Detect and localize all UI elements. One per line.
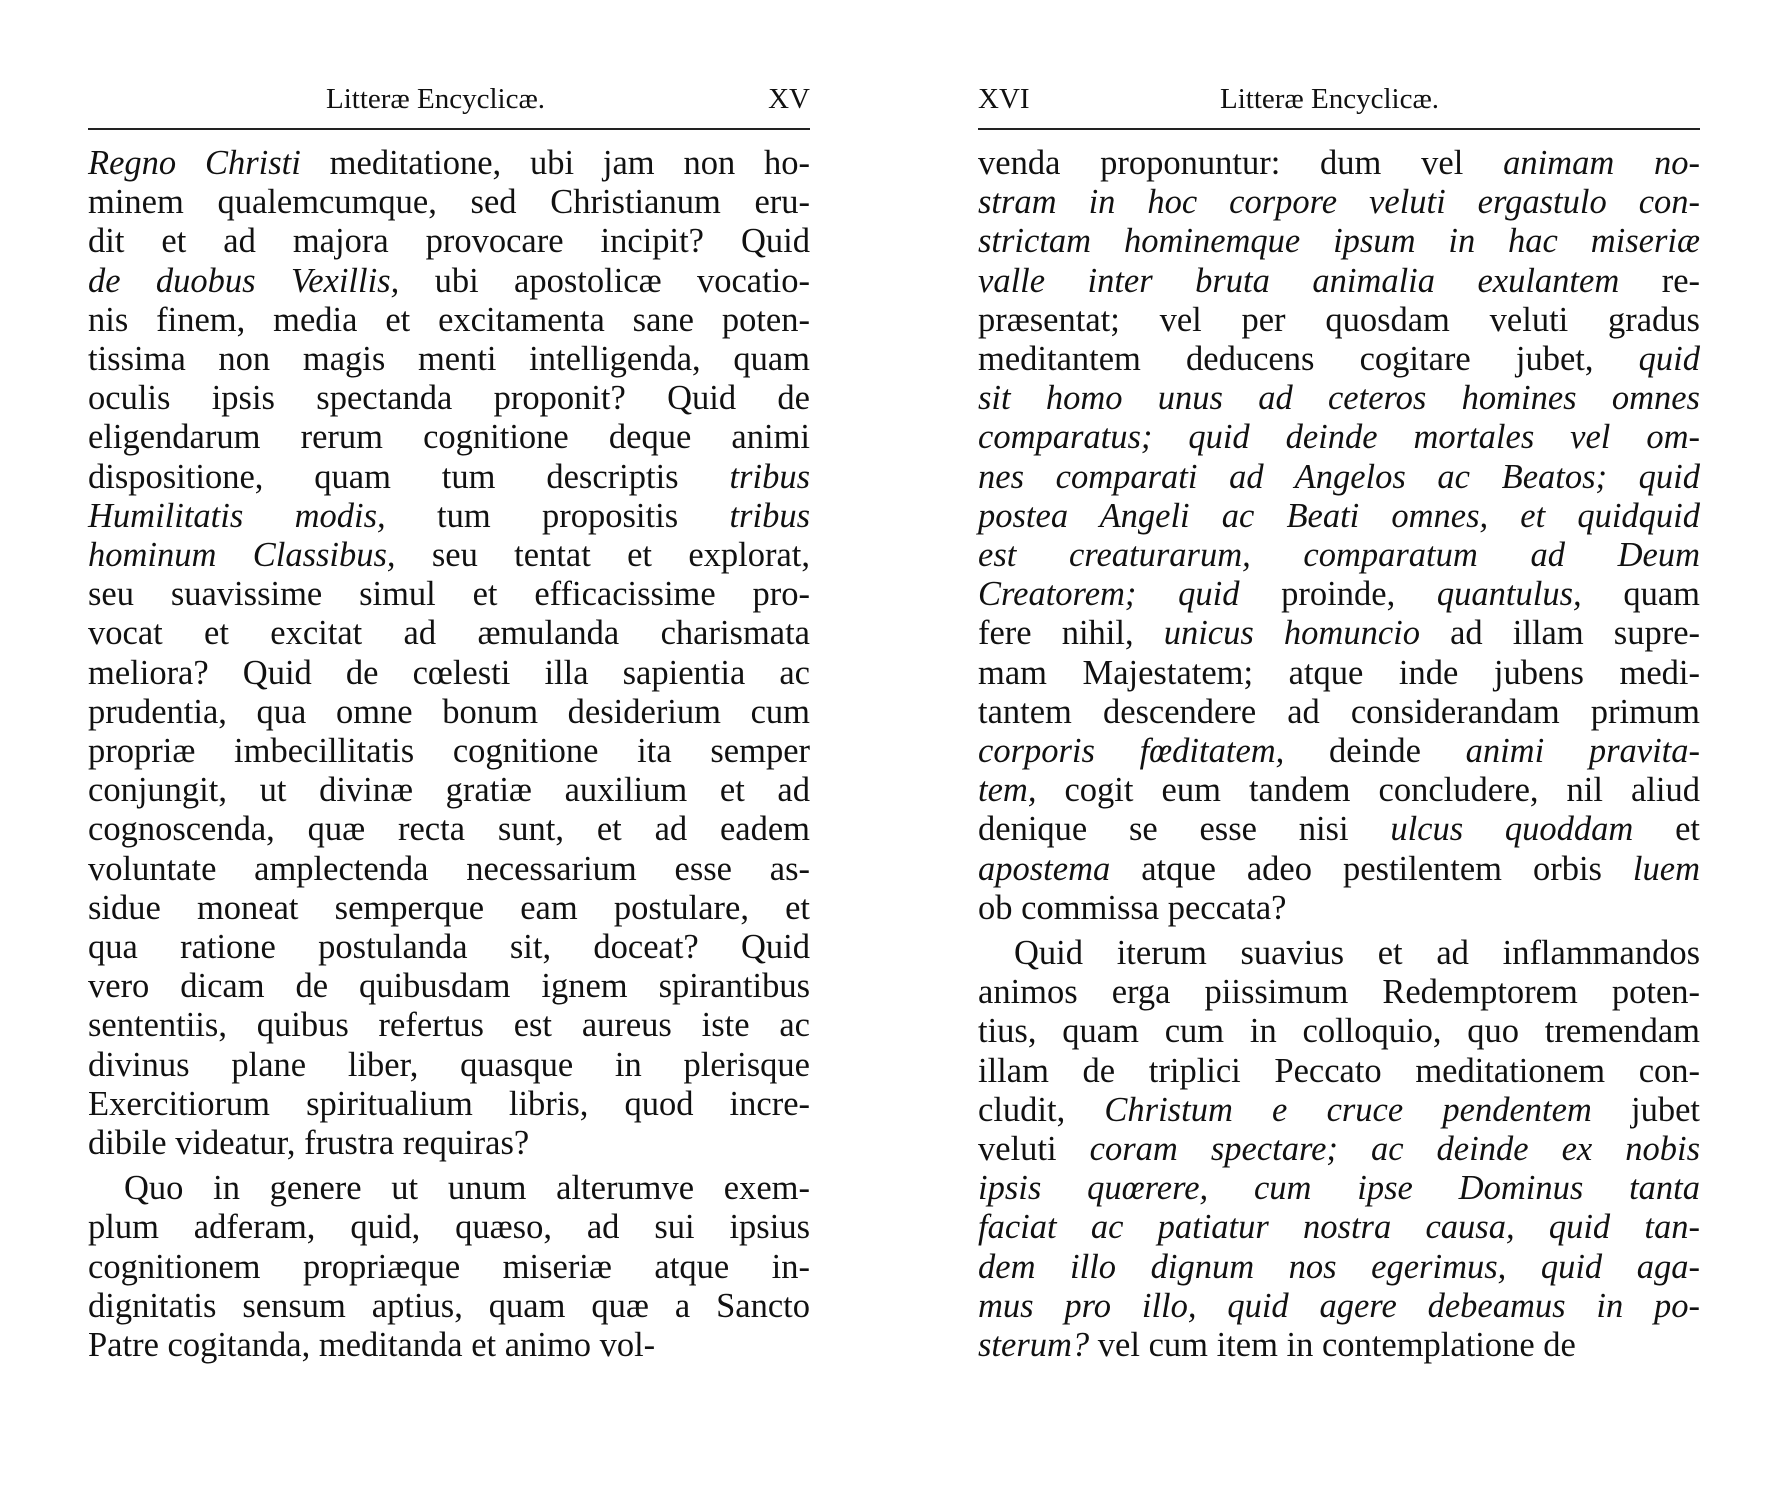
text-line <box>978 732 1700 771</box>
italic-run: animam no- <box>1503 144 1700 182</box>
text-line <box>88 497 810 536</box>
italic-run: Regno Christi <box>88 144 301 182</box>
text-line <box>978 379 1700 418</box>
text-run: Patre cogitanda, meditanda et animo vol- <box>88 1326 656 1365</box>
text-line <box>978 973 1700 1012</box>
paragraph <box>978 144 1700 928</box>
header-rule <box>88 128 810 130</box>
text-line <box>978 1287 1700 1326</box>
text-run: deinde <box>1284 732 1466 771</box>
text-run: et <box>1633 810 1700 849</box>
text-run: divinus plane liber, quasque in plerisque <box>88 1045 810 1084</box>
text-line <box>88 928 810 967</box>
italic-run: sterum? <box>978 1326 1090 1365</box>
text-line <box>88 1046 810 1085</box>
text-run: re- <box>1619 261 1700 300</box>
italic-run: mus pro illo, quid agere debeamus in po- <box>978 1286 1700 1325</box>
italic-run: quantulus, <box>1436 575 1582 614</box>
text-line <box>978 1052 1700 1091</box>
text-line <box>978 1091 1700 1130</box>
text-run: plum adferam, quid, quæso, ad sui ipsius <box>88 1208 810 1247</box>
text-line <box>88 732 810 771</box>
text-run: cludit, <box>978 1090 1105 1129</box>
text-run: quam <box>1581 575 1700 614</box>
italic-run: Christum e cruce pendentem <box>1104 1090 1592 1129</box>
text-run: tum propositis <box>385 496 730 535</box>
text-line <box>978 222 1700 261</box>
text-line <box>978 536 1700 575</box>
text-run: venda proponuntur: dum vel <box>978 144 1504 182</box>
italic-run: animi pravita- <box>1465 732 1700 771</box>
text-line <box>88 262 810 301</box>
text-line <box>978 1248 1700 1287</box>
text-run: oculis ipsis spectanda proponit? Quid de <box>88 379 810 418</box>
paragraph <box>978 934 1700 1365</box>
italic-run: postea Angeli ac Beati omnes, et quidquid <box>978 496 1700 535</box>
text-line <box>88 183 810 222</box>
text-line <box>88 575 810 614</box>
text-line <box>978 810 1700 849</box>
text-run: meditantem deducens cogitare jubet, <box>978 340 1639 379</box>
text-line <box>978 1130 1700 1169</box>
text-line <box>88 1326 810 1365</box>
text-line <box>88 889 810 928</box>
text-run: voluntate amplectenda necessarium esse as- <box>88 849 810 888</box>
text-run: denique se esse nisi <box>978 810 1391 849</box>
text-line <box>978 771 1700 810</box>
italic-run: ulcus quoddam <box>1390 810 1634 849</box>
text-line <box>88 1248 810 1287</box>
italic-run: Creatorem; quid <box>978 575 1240 614</box>
text-run: ob commissa peccata? <box>978 888 1287 927</box>
running-head <box>88 78 810 120</box>
text-line <box>88 1124 810 1163</box>
text-line <box>88 693 810 732</box>
italic-run: nes comparati ad Angelos ac Beatos; quid <box>978 457 1700 496</box>
italic-run: strictam hominemque ipsum in hac miseriæ <box>978 222 1700 261</box>
text-line <box>978 1208 1700 1247</box>
text-line <box>88 967 810 1006</box>
text-run: propriæ imbecillitatis cognitione ita semper <box>88 732 810 771</box>
text-run: seu tentat et explorat, <box>395 536 810 575</box>
text-run: Quid iterum suavius et ad inflammandos <box>1014 934 1700 973</box>
italic-run: dem illo dignum nos egerimus, quid aga- <box>978 1247 1700 1286</box>
text-run: cognitionem propriæque miseriæ atque in- <box>88 1247 810 1286</box>
left-page <box>88 78 810 1371</box>
text-run: vel cum item in contemplatione de <box>1089 1326 1576 1365</box>
italic-run: stram in hoc corpore veluti ergastulo con- <box>978 183 1700 222</box>
text-run: dispositione, quam tum descriptis <box>88 457 730 496</box>
paragraph <box>88 144 810 1163</box>
text-run: dibile videatur, frustra requiras? <box>88 1124 530 1163</box>
text-line <box>978 850 1700 889</box>
page-number: XVI <box>978 83 1030 115</box>
text-line <box>978 889 1700 928</box>
text-run: Exercitiorum spiritualium libris, quod incre- <box>88 1084 810 1123</box>
text-line <box>88 1208 810 1247</box>
text-line <box>978 614 1700 653</box>
right-page <box>978 78 1700 1371</box>
italic-run: tem, <box>978 771 1037 810</box>
italic-run: sit homo unus ad ceteros homines omnes <box>978 379 1700 418</box>
text-run: animos erga piissimum Redemptorem poten- <box>978 973 1700 1012</box>
text-run: Quo in genere ut unum alterumve exem- <box>124 1169 810 1208</box>
text-run: sidue moneat semperque eam postulare, et <box>88 888 810 927</box>
italic-run: tribus <box>729 457 810 496</box>
text-run: tantem descendere ad considerandam primum <box>978 692 1700 731</box>
text-line <box>88 810 810 849</box>
italic-run: corporis fœditatem, <box>978 732 1285 771</box>
paragraph <box>88 1169 810 1365</box>
text-line <box>88 418 810 457</box>
italic-run: tribus <box>729 496 810 535</box>
text-run: seu suavissime simul et efficacissime pro- <box>88 575 810 614</box>
text-run: mam Majestatem; atque inde jubens medi- <box>978 653 1700 692</box>
text-line <box>978 458 1700 497</box>
text-line <box>978 1169 1700 1208</box>
text-line <box>88 1169 810 1208</box>
italic-run: valle inter bruta animalia exulantem <box>978 261 1620 300</box>
text-run: vero dicam de quibusdam ignem spirantibus <box>88 967 810 1006</box>
text-run: veluti <box>978 1130 1090 1169</box>
text-run: meliora? Quid de cœlesti illa sapientia ac <box>88 653 810 692</box>
italic-run: luem <box>1632 849 1700 888</box>
italic-run: Humilitatis modis, <box>88 496 386 535</box>
text-line <box>978 1326 1700 1365</box>
italic-run: unicus homuncio <box>1163 614 1420 653</box>
italic-run: de duobus Vexillis, <box>88 261 400 300</box>
text-line <box>88 654 810 693</box>
text-line <box>978 183 1700 222</box>
text-line <box>978 693 1700 732</box>
running-title: Litteræ Encyclicæ. <box>326 83 546 115</box>
body-text <box>978 144 1700 1365</box>
text-run: eligendarum rerum cognitione deque animi <box>88 418 810 457</box>
running-head <box>978 78 1700 120</box>
text-run: ubi apostolicæ vocatio- <box>399 261 811 300</box>
text-run: meditatione, ubi jam non ho- <box>300 144 811 182</box>
text-run: proinde, <box>1239 575 1437 614</box>
text-run: vocat et excitat ad æmulanda charismata <box>88 614 810 653</box>
text-line <box>978 497 1700 536</box>
text-run: illam de triplici Peccato meditationem con- <box>978 1051 1700 1090</box>
text-line <box>978 340 1700 379</box>
text-run: dit et ad majora provocare incipit? Quid <box>88 222 810 261</box>
text-line <box>88 1006 810 1045</box>
text-line <box>88 850 810 889</box>
text-line <box>88 144 810 183</box>
text-run: qua ratione postulanda sit, doceat? Quid <box>88 928 810 967</box>
text-line <box>978 262 1700 301</box>
body-text <box>88 144 810 1365</box>
italic-run: comparatus; quid deinde mortales vel om- <box>978 418 1700 457</box>
italic-run: hominum Classibus, <box>88 536 396 575</box>
text-run: dignitatis sensum aptius, quam quæ a Sancto <box>88 1286 810 1325</box>
text-line <box>978 301 1700 340</box>
text-run: conjungit, ut divinæ gratiæ auxilium et ad <box>88 771 810 810</box>
italic-run: faciat ac patiatur nostra causa, quid tan- <box>978 1208 1700 1247</box>
text-line <box>978 934 1700 973</box>
text-line <box>978 575 1700 614</box>
text-line <box>88 379 810 418</box>
page-number: XV <box>768 83 810 115</box>
text-run: tius, quam cum in colloquio, quo tremendam <box>978 1012 1700 1051</box>
text-line <box>88 458 810 497</box>
text-line <box>88 771 810 810</box>
text-line <box>88 1287 810 1326</box>
italic-run: ipsis quœrere, cum ipse Dominus tanta <box>978 1169 1700 1208</box>
text-run: tissima non magis menti intelligenda, quam <box>88 340 810 379</box>
text-line <box>978 654 1700 693</box>
text-line <box>88 301 810 340</box>
text-line <box>88 1085 810 1124</box>
text-run: ad illam supre- <box>1419 614 1701 653</box>
text-run: fere nihil, <box>978 614 1164 653</box>
text-run: prudentia, qua omne bonum desiderium cum <box>88 692 810 731</box>
text-line <box>88 536 810 575</box>
italic-run: apostema <box>978 849 1111 888</box>
text-line <box>88 614 810 653</box>
text-run: præsentat; vel per quosdam veluti gradus <box>978 300 1700 339</box>
text-line <box>978 1012 1700 1051</box>
text-line <box>88 340 810 379</box>
text-line <box>88 222 810 261</box>
italic-run: coram spectare; ac deinde ex nobis <box>1089 1130 1700 1169</box>
text-line <box>978 418 1700 457</box>
text-run: nis finem, media et excitamenta sane poten- <box>88 300 810 339</box>
text-run: atque adeo pestilentem orbis <box>1110 849 1633 888</box>
italic-run: quid <box>1638 340 1700 379</box>
text-run: jubet <box>1591 1090 1701 1129</box>
running-title: Litteræ Encyclicæ. <box>1220 83 1440 115</box>
text-run: sententiis, quibus refertus est aureus iste ac <box>88 1006 810 1045</box>
text-line <box>978 144 1700 183</box>
text-run: cognoscenda, quæ recta sunt, et ad eadem <box>88 810 810 849</box>
italic-run: est creaturarum, comparatum ad Deum <box>978 536 1700 575</box>
text-run: cogit eum tandem concludere, nil aliud <box>1036 771 1700 810</box>
header-rule <box>978 128 1700 130</box>
text-run: minem qualemcumque, sed Christianum eru- <box>88 183 810 222</box>
